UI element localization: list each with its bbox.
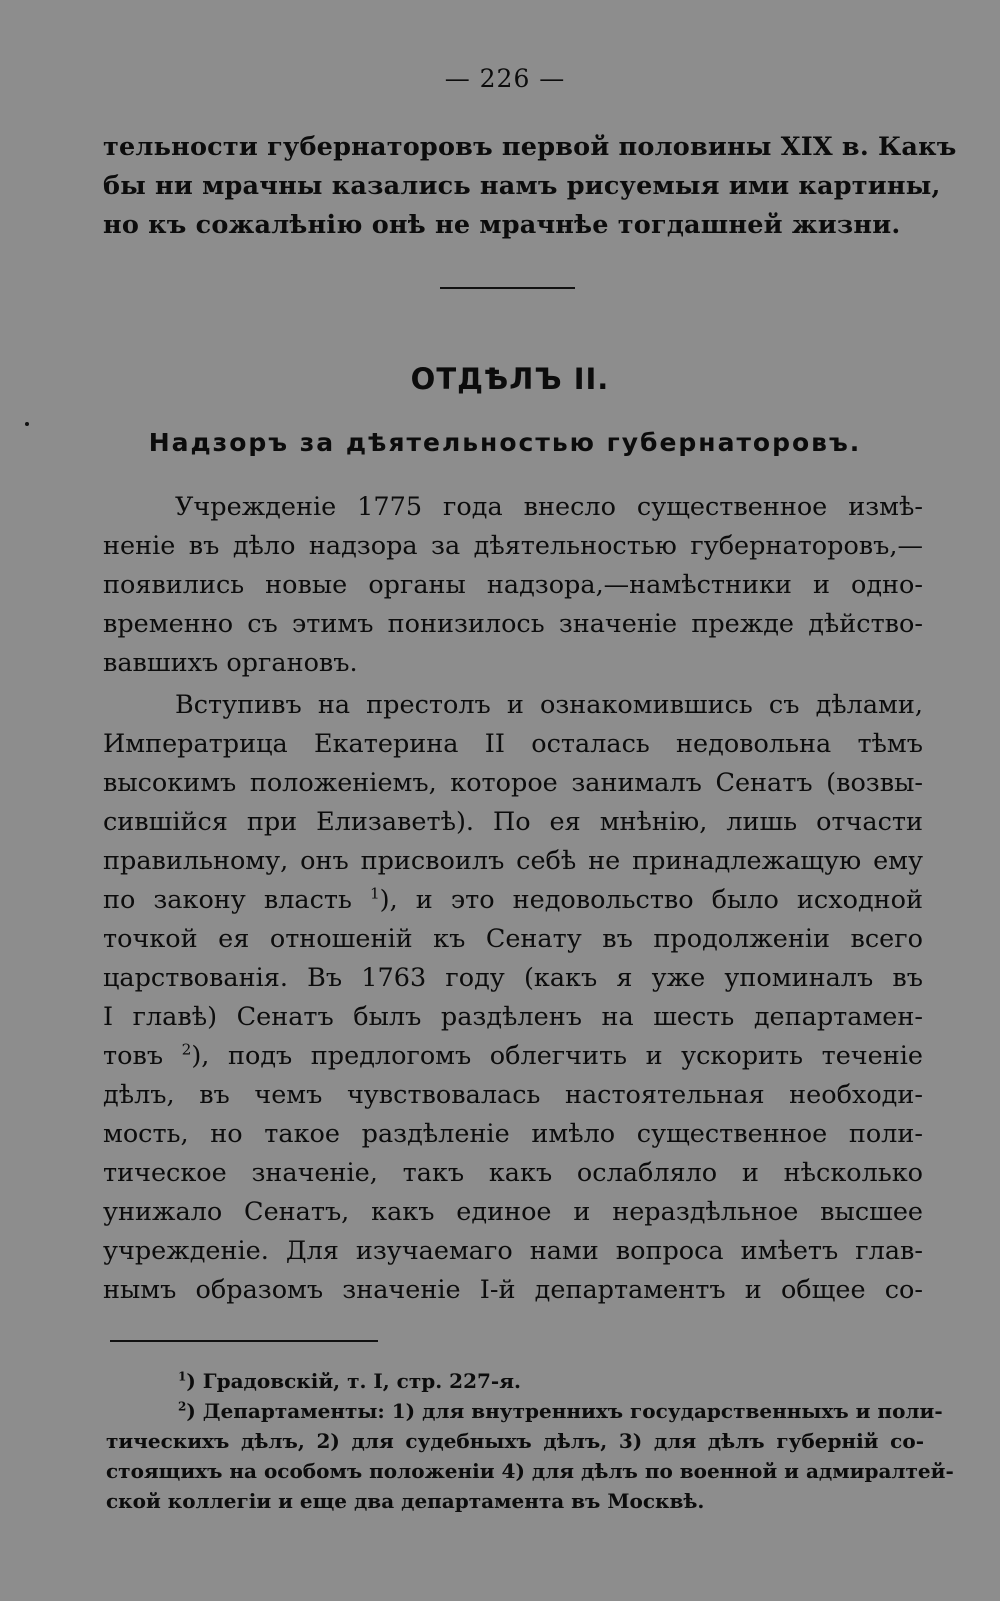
footnotes xyxy=(106,1366,954,1516)
footnote-2-line: тическихъ дѣлъ, 2) для судебныхъ дѣлъ, 3) для дѣлъ губерній со- xyxy=(106,1429,924,1453)
footnote-text: ) Градовскій, т. I, стр. 227-я. xyxy=(186,1369,521,1393)
section-title: ОТДѢЛЪ II. xyxy=(410,362,610,396)
footnote-ref-2: 2 xyxy=(181,1040,192,1059)
footnote-marker: 1 xyxy=(178,1369,187,1384)
text-line: нымъ образомъ значеніе I-й департаментъ и общее со- xyxy=(103,1275,923,1305)
text-line: Императрица Екатерина II осталась недовольна тѣмъ xyxy=(103,729,923,759)
footnote-2 xyxy=(106,1396,943,1426)
text-line: высокимъ положеніемъ, которое занималъ Сенатъ (возвы- xyxy=(103,768,923,798)
text-line: Учрежденіе 1775 года внесло существенное измѣ- xyxy=(175,492,923,522)
text-line-with-footnote xyxy=(103,1037,923,1076)
text-line: царствованія. Въ 1763 году (какъ я уже упоминалъ въ xyxy=(103,963,923,993)
text-segment: товъ xyxy=(103,1041,182,1071)
text-line: временно съ этимъ понизилось значеніе прежде дѣйство- xyxy=(103,609,923,639)
footnote-text: ) Департаменты: 1) для внутреннихъ государственныхъ и поли- xyxy=(186,1399,943,1423)
text-line: бы ни мрачны казались намъ рисуемыя ими картины, xyxy=(103,171,941,201)
text-line: появились новые органы надзора,—намѣстники и одно- xyxy=(103,570,923,600)
text-line: I главѣ) Сенатъ былъ раздѣленъ на шесть департамен- xyxy=(103,1002,923,1032)
text-line: мость, но такое раздѣленіе имѣло существенное поли- xyxy=(103,1119,923,1149)
text-line: тическое значеніе, такъ какъ ослабляло и нѣсколько xyxy=(103,1158,923,1188)
section-divider xyxy=(440,287,575,289)
text-line: учрежденіе. Для изучаемаго нами вопроса имѣетъ глав- xyxy=(103,1236,923,1266)
text-line: но къ сожалѣнію онѣ не мрачнѣе тогдашней жизни. xyxy=(103,210,901,240)
text-line: сившійся при Елизаветѣ). По ея мнѣнію, лишь отчасти xyxy=(103,807,923,837)
text-line: правильному, онъ присвоилъ себѣ не принадлежащую ему xyxy=(103,846,923,876)
text-segment: по закону власть xyxy=(103,885,370,915)
section-subtitle: Надзоръ за дѣятельностью губернаторовъ. xyxy=(148,428,862,457)
text-line: унижало Сенатъ, какъ единое и нераздѣльное высшее xyxy=(103,1197,923,1227)
intro-paragraph xyxy=(103,128,957,245)
footnote-2-line: ской коллегіи и еще два департамента въ Москвѣ. xyxy=(106,1489,705,1513)
text-line-with-footnote xyxy=(103,881,923,920)
text-segment: ), подъ предлогомъ облегчить и ускорить теченіе xyxy=(191,1041,923,1071)
text-line: тельности губернаторовъ первой половины XIX в. Какъ xyxy=(103,132,957,162)
footnote-2-line: стоящихъ на особомъ положеніи 4) для дѣлъ по военной и адмиралтей- xyxy=(106,1459,954,1483)
text-line: дѣлъ, въ чемъ чувствовалась настоятельная необходи- xyxy=(103,1080,923,1110)
text-segment: ), и это недовольство было исходной xyxy=(379,885,923,915)
ink-speck xyxy=(25,422,29,426)
text-line: неніе въ дѣло надзора за дѣятельностью губернаторовъ,— xyxy=(103,531,923,561)
footnote-1 xyxy=(106,1366,924,1396)
paragraph-2 xyxy=(103,686,923,1310)
footnote-marker: 2 xyxy=(178,1399,187,1414)
text-line: вавшихъ органовъ. xyxy=(103,648,358,678)
footnote-divider xyxy=(110,1340,378,1342)
page-number: — 226 — xyxy=(444,64,566,93)
paragraph-1 xyxy=(103,488,923,683)
text-line: точкой ея отношеній къ Сенату въ продолженіи всего xyxy=(103,924,923,954)
footnote-ref-1: 1 xyxy=(369,884,380,903)
text-line: Вступивъ на престолъ и ознакомившись съ дѣлами, xyxy=(175,690,923,720)
